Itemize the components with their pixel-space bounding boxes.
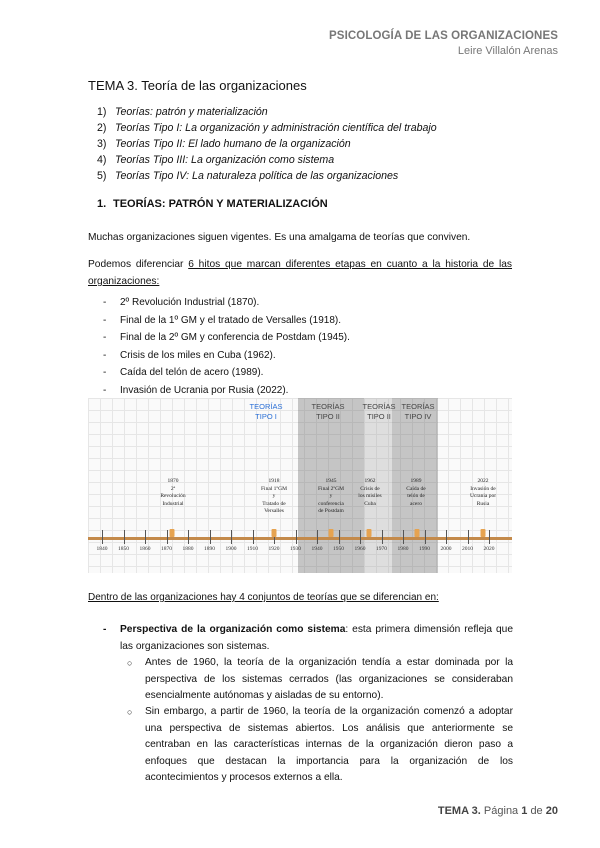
axis-tick <box>339 530 340 544</box>
toc-item <box>97 120 437 136</box>
theory-label-line: TEORÍAS <box>311 402 345 411</box>
timeline-event: 1962 Crisis de los misiles Cuba <box>358 478 382 507</box>
theory-label-line: TEORÍAS <box>362 402 396 411</box>
sub-bullet-text: Sin embargo, a partir de 1960, la teoría de la organización comenzó a adoptar una perspectiva de sistemas abiertos. Los análisis que anteriormente se centraban en las características internas de la organización dieron paso a enfoques que destacan la importancia para la organización de los acontecimientos y procesos externos a ella. <box>145 706 513 783</box>
axis-tick <box>317 530 318 544</box>
axis-tick <box>145 530 146 544</box>
para2-underlined: 6 hitos que marcan diferentes etapas en cuanto a la historia de las organizaciones: <box>88 259 513 287</box>
axis-tick <box>360 530 361 544</box>
milestone-text: Final de la 1º GM y el tratado de Versalles (1918). <box>120 314 341 326</box>
author-name: Leire Villalón Arenas <box>457 45 558 57</box>
timeline-event: 1989 Caída de telón de acero <box>406 478 426 507</box>
theory-label <box>396 402 440 422</box>
timeline-event: 2022 Invasión de Ucrania por Rusia <box>469 478 497 507</box>
toc-text: Teorías Tipo III: La organización como sistema <box>115 154 335 166</box>
timeline-event: 1870 2ª Revolución Industrial <box>160 478 186 507</box>
sub-bullet: ○ Antes de 1960, la teoría de la organización tendía a estar dominada por la perspectiva de los sistemas cerrados (las organizaciones se consideraban esencialmente autónomas y aisladas de su entorno). <box>127 655 513 705</box>
footer-of-word: de <box>530 805 543 817</box>
milestone-text: Caída del telón de acero (1989). <box>120 367 264 378</box>
footer-page-word: Página <box>483 805 519 817</box>
event-marker <box>481 529 486 537</box>
sub-bullet: ○ Sin embargo, a partir de 1960, la teoría de la organización comenzó a adoptar una perspectiva de sistemas abiertos. Los análisis que anteriormente se centraban en las características internas de la organización dieron paso a enfoques que destacan la importancia para la organización de los acontecimientos y procesos externos a ella. <box>127 704 513 787</box>
axis-year-label: 1840 <box>96 546 108 552</box>
axis-year-label: 1920 <box>268 546 280 552</box>
axis-tick <box>425 530 426 544</box>
course-title: PSICOLOGÍA DE LAS ORGANIZACIONES <box>329 30 558 42</box>
milestone-text: Final de la 2º GM y conferencia de Postdam (1945). <box>120 332 350 343</box>
toc-number: 1) <box>97 106 107 118</box>
bullet-perspective: - Perspectiva de la organización como sistema: esta primera dimensión refleja que las organizaciones son sistemas. <box>103 624 514 652</box>
axis-year-label: 1960 <box>354 546 366 552</box>
timeline-figure <box>88 398 512 573</box>
toc-number: 3) <box>97 138 107 150</box>
section-title: TEORÍAS: PATRÓN Y MATERIALIZACIÓN <box>113 198 328 210</box>
axis-year-label: 2020 <box>483 546 495 552</box>
list-item: - Crisis de los miles en Cuba (1962). <box>103 349 276 361</box>
toc-text: Teorías Tipo IV: La naturaleza política de las organizaciones <box>115 170 399 182</box>
axis-year-label: 1910 <box>247 546 258 552</box>
toc-item <box>97 136 437 152</box>
toc-number: 2) <box>97 122 107 134</box>
toc-text: Teorías Tipo II: El lado humano de la organización <box>115 138 351 150</box>
bullet-rest: : esta primera dimensión refleja que las organizaciones son sistemas. <box>120 624 514 652</box>
axis-tick <box>468 530 469 544</box>
axis-tick <box>102 530 103 544</box>
toc-text: Teorías: patrón y materialización <box>115 106 268 118</box>
axis-year-label: 2010 <box>462 546 473 552</box>
bullet-bold: Perspectiva de la organización como sistema <box>120 624 346 635</box>
axis-tick <box>253 530 254 544</box>
theory-label-line: TEORÍAS <box>401 402 435 411</box>
axis-year-label: 1850 <box>118 546 129 552</box>
toc-number: 4) <box>97 154 107 166</box>
theory-label <box>362 402 396 422</box>
toc-number: 5) <box>97 170 107 182</box>
document-title: TEMA 3. Teoría de las organizaciones <box>88 78 307 93</box>
axis-tick <box>167 530 168 544</box>
footer-label: TEMA 3. <box>437 805 481 817</box>
axis-tick <box>489 530 490 544</box>
axis-tick <box>231 530 232 544</box>
axis-year-label: 1930 <box>290 546 301 552</box>
event-marker <box>415 529 420 537</box>
theory-label-line: TIPO II <box>316 412 340 421</box>
paragraph-intro: Muchas organizaciones siguen vigentes. Es una amalgama de teorías que conviven. <box>88 232 471 243</box>
list-item: - Invasión de Ucrania por Rusia (2022). <box>103 384 289 396</box>
event-marker <box>170 529 175 537</box>
axis-year-label: 1890 <box>204 546 215 552</box>
axis-tick <box>188 530 189 544</box>
theory-label <box>246 402 286 422</box>
list-item: - Final de la 1º GM y el tratado de Versalles (1918). <box>103 314 341 326</box>
page-footer <box>438 805 558 817</box>
axis-tick <box>382 530 383 544</box>
axis-year-label: 1940 <box>311 546 323 552</box>
section-heading <box>97 198 328 210</box>
theory-label <box>306 402 350 422</box>
subheading: Dentro de las organizaciones hay 4 conjuntos de teorías que se diferencian en: <box>88 592 439 603</box>
theory-label-line: TIPO I <box>255 412 277 421</box>
theory-label-line: TIPO II <box>367 412 391 421</box>
axis-year-label: 1860 <box>139 546 151 552</box>
event-marker <box>272 529 277 537</box>
page-total: 20 <box>545 805 558 817</box>
theory-label-line: TIPO IV <box>404 412 432 421</box>
milestone-list <box>103 294 350 399</box>
milestone-text: 2º Revolución Industrial (1870). <box>120 297 260 308</box>
axis-year-label: 2000 <box>440 546 452 552</box>
event-marker <box>367 529 372 537</box>
section-number: 1. <box>97 198 107 210</box>
axis-year-label: 1880 <box>182 546 194 552</box>
para2-lead: Podemos diferenciar <box>88 259 189 270</box>
list-item: - 2º Revolución Industrial (1870). <box>103 297 260 308</box>
axis-tick <box>403 530 404 544</box>
axis-tick <box>124 530 125 544</box>
timeline-axis <box>88 537 512 540</box>
timeline-event: 1945 Final 2ºGM y conferencia de Postdam <box>318 478 344 514</box>
toc-item <box>97 168 437 184</box>
paragraph-milestones-intro <box>88 256 512 290</box>
timeline-event: 1918 Final 1ºGM y Tratado de Versalles <box>261 478 287 514</box>
axis-year-label: 1900 <box>225 546 237 552</box>
axis-year-label: 1970 <box>376 546 387 552</box>
toc-text: Teorías Tipo I: La organización y administración científica del trabajo <box>115 122 437 134</box>
page-number: 1 <box>521 805 528 817</box>
toc-item <box>97 104 437 120</box>
table-of-contents <box>97 104 437 184</box>
axis-tick <box>446 530 447 544</box>
list-item: - Caída del telón de acero (1989). <box>103 367 264 378</box>
milestone-text: Invasión de Ucrania por Rusia (2022). <box>120 384 289 396</box>
axis-tick <box>210 530 211 544</box>
list-item: - Final de la 2º GM y conferencia de Postdam (1945). <box>103 332 350 343</box>
axis-tick <box>296 530 297 544</box>
sub-bullet-text: Antes de 1960, la teoría de la organización tendía a estar dominada por la perspectiva de los sistemas cerrados (las organizaciones se consideraban esencialmente autónomas y aisladas de su entorno). <box>145 657 513 701</box>
axis-year-label: 1950 <box>333 546 344 552</box>
page-header <box>329 30 558 57</box>
theory-label-line: TEORÍAS <box>249 402 283 411</box>
axis-year-label: 1980 <box>397 546 409 552</box>
milestone-text: Crisis de los miles en Cuba (1962). <box>120 349 276 361</box>
axis-year-label: 1870 <box>161 546 172 552</box>
event-marker <box>329 529 334 537</box>
axis-year-label: 1990 <box>419 546 430 552</box>
toc-item <box>97 152 437 168</box>
